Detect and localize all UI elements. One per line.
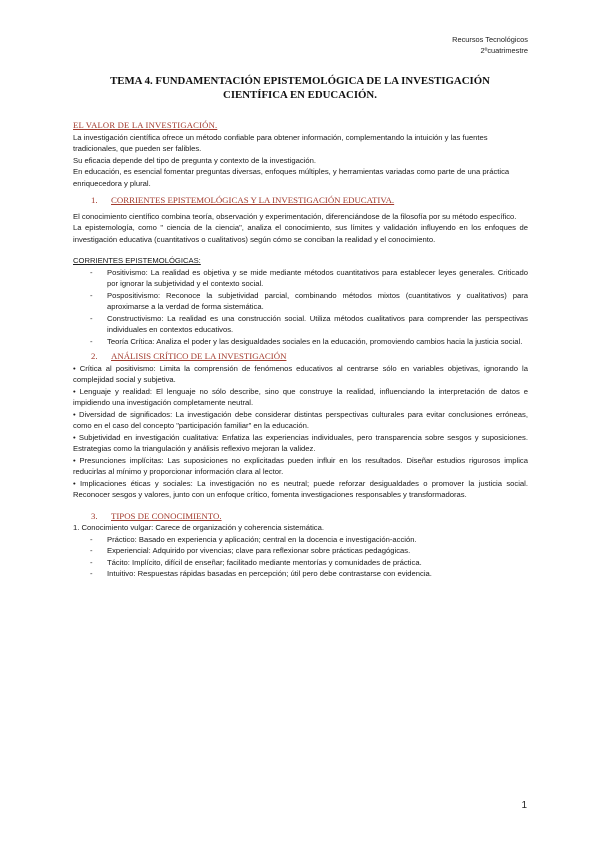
intro-paragraph-1: La investigación científica ofrece un método confiable para obtener información, complementando la intuición y las fuentes tradicionales, que pueden ser falibles. (73, 132, 488, 153)
section-3-title: TIPOS DE CONOCIMIENTO. (111, 510, 222, 521)
section-1-number: 1. (91, 195, 98, 205)
knowledge-types-list (73, 534, 528, 580)
list-item: - Constructivismo: La realidad es una construcción social. Utiliza métodos cualitativos para comprender las perspectivas individuales en contextos educativos. (107, 313, 528, 336)
critique-item: • Presunciones implícitas: Las suposiciones no explicitadas pueden influir en los resultados. Diseñar estudios rigurosos implica reducirlas al mínimo y proporcionar información clara al lector. (73, 455, 528, 476)
intro-heading: EL VALOR DE LA INVESTIGACIÓN. (73, 120, 218, 130)
epistemology-list (73, 267, 528, 348)
section-2-heading (91, 351, 528, 363)
list-item: - Práctico: Basado en experiencia y aplicación; central en la docencia e investigación-acción. (107, 534, 528, 546)
list-item: - Intuitivo: Respuestas rápidas basadas en percepción; útil pero debe contrastarse con evidencia. (107, 568, 528, 580)
list-item: - Teoría Crítica: Analiza el poder y las desigualdades sociales en la educación, promoviendo cambios hacia la justicia social. (107, 336, 528, 348)
list-item: - Pospositivismo: Reconoce la subjetividad parcial, combinando métodos mixtos (cuantitativos y cualitativos) para aproximarse a la verdad de forma sistemática. (107, 290, 528, 313)
critique-item: • Lenguaje y realidad: El lenguaje no sólo describe, sino que construye la realidad, influenciando la interpretación de datos e impidiendo una investigación completamente neutral. (73, 386, 528, 407)
header-course: Recursos Tecnológicos (452, 35, 528, 44)
section-3-number: 3. (91, 510, 98, 521)
document-title: TEMA 4. FUNDAMENTACIÓN EPISTEMOLÓGICA DE LA INVESTIGACIÓN CIENTÍFICA EN EDUCACIÓN. (110, 75, 490, 101)
intro-paragraph-3: En educación, es esencial fomentar preguntas diversas, enfoques múltiples, y herramientas variadas como parte de una práctica enriquecedora y plural. (73, 167, 510, 188)
critique-item: • Implicaciones éticas y sociales: La investigación no es neutral; puede reforzar desigualdades o promover la justicia social. Reconocer sesgos y valores, junto con un enfoque crítico, fomenta investigaciones responsables y transformadoras. (73, 478, 528, 499)
section-2-number: 2. (91, 351, 98, 361)
section-2-title: ANÁLISIS CRÍTICO DE LA INVESTIGACIÓN (111, 351, 287, 361)
critique-item: • Crítica al positivismo: Limita la comprensión de fenómenos educativos al centrarse sólo en variables objetivas, ignorando la complejidad social y subjetiva. (73, 363, 528, 384)
document-body (73, 120, 528, 580)
list-item: - Positivismo: La realidad es objetiva y se mide mediante métodos cuantitativos para establecer leyes generales. Criticado por ignorar la subjetividad y el contexto social. (107, 267, 528, 290)
header-term: 2ºcuatrimestre (480, 45, 528, 55)
page-number: 1 (521, 800, 527, 811)
section-3-paragraph-1: 1. Conocimiento vulgar: Carece de organización y coherencia sistemática. (73, 523, 324, 532)
section-1-paragraph-2: La epistemología, como " ciencia de la ciencia", analiza el conocimiento, sus límites y validación influyendo en los enfoques de investigación educativa (cuantitativos o cualitativos) según cómo se conciban la realidad y el conocimiento. (73, 223, 528, 244)
list-item: - Tácito: Implícito, difícil de enseñar; facilitado mediante mentorías y comunidades de práctica. (107, 557, 528, 569)
section-1-paragraph-1: El conocimiento científico combina teoría, observación y experimentación, diferenciándose de la filosofía por su método específico. (73, 211, 517, 221)
section-1-title: CORRIENTES EPISTEMOLÓGICAS Y LA INVESTIGACIÓN EDUCATIVA. (111, 195, 395, 205)
list-item: - Experiencial: Adquirido por vivencias; clave para reflexionar sobre prácticas pedagógicas. (107, 545, 528, 557)
critique-item: • Subjetividad en investigación cualitativa: Enfatiza las experiencias individuales, pero transparencia sobre sesgos y suposiciones. Estrategias como la triangulación y análisis reflexivo mejoran la validez. (73, 432, 528, 453)
page-header (452, 35, 528, 56)
section-1-subheading: CORRIENTES EPISTEMOLÓGICAS: (73, 256, 201, 265)
section-1-heading (91, 195, 528, 207)
intro-paragraph-2: Su eficacia depende del tipo de pregunta y contexto de la investigación. (73, 155, 316, 165)
section-3-heading (91, 511, 528, 523)
critique-item: • Diversidad de significados: La investigación debe considerar distintas perspectivas culturales para evitar conclusiones erróneas, como en el caso del concepto "participación familiar" en la educación. (73, 409, 528, 430)
